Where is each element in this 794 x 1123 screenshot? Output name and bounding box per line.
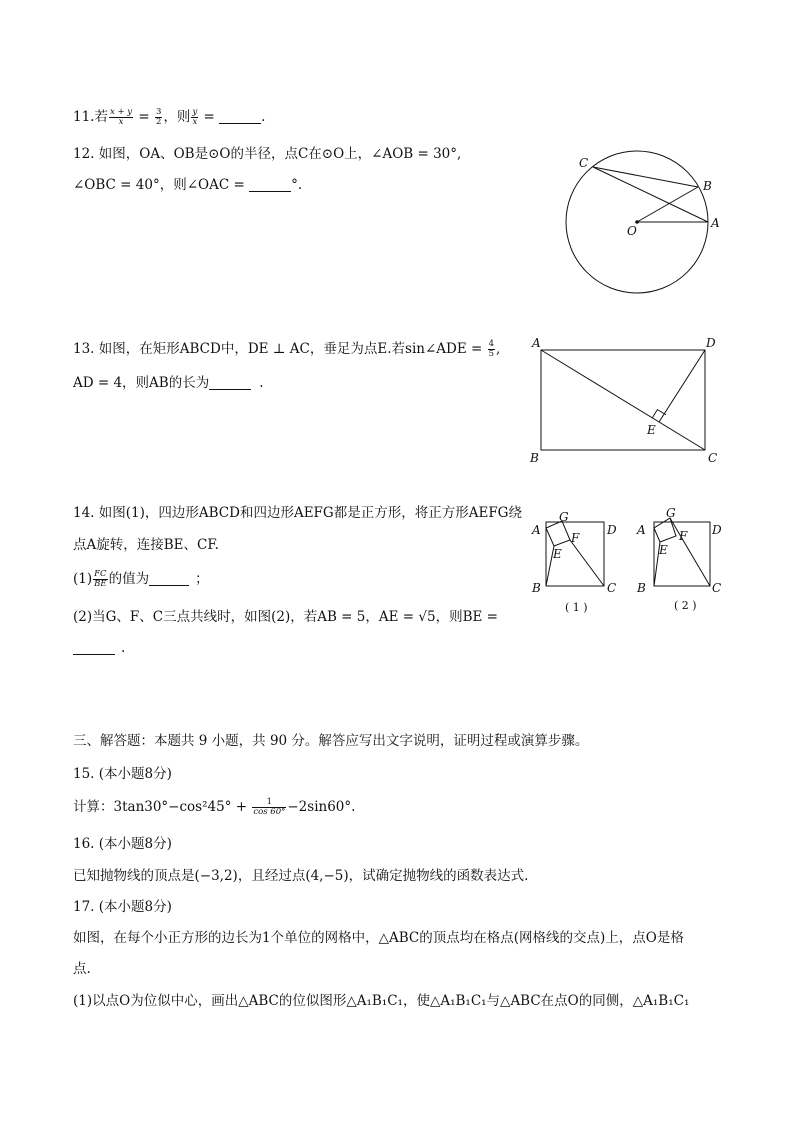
q14-frac-den: BE bbox=[94, 579, 107, 589]
q15-fraction bbox=[252, 798, 286, 817]
q13-line1-post: , bbox=[496, 341, 501, 357]
q11-fraction-1 bbox=[109, 108, 133, 127]
label-d: D bbox=[706, 336, 716, 350]
q11-end: . bbox=[261, 109, 266, 125]
label-b-2: B bbox=[637, 581, 646, 595]
label-e: E bbox=[553, 547, 562, 561]
q14-line-2: 点A旋转，连接BE、CF. bbox=[73, 537, 219, 553]
label-e-2: E bbox=[659, 543, 668, 557]
q13-line2-pre: AD = 4，则AB的长为 bbox=[73, 375, 210, 391]
q11-frac1-den: x bbox=[118, 117, 124, 127]
label-f-2: F bbox=[679, 529, 688, 543]
q13-frac-den: 5 bbox=[488, 349, 495, 359]
q17-line-1: 如图，在每个小正方形的边长为1个单位的网格中，△ABC的顶点均在格点(网格线的交点)上，点O是格 bbox=[73, 930, 684, 946]
label-g: G bbox=[559, 510, 569, 524]
label-d: D bbox=[607, 523, 617, 537]
q15-pre: 计算：3tan30°−cos²45° + bbox=[73, 799, 252, 815]
q13-fraction bbox=[488, 340, 495, 359]
q11-text-pre: 若 bbox=[94, 109, 108, 125]
q11-number: 11. bbox=[73, 109, 95, 125]
q12-line2-pre: ∠OBC = 40°，则∠OAC = bbox=[73, 177, 250, 193]
q14-line-3 bbox=[73, 569, 209, 589]
label-e: E bbox=[647, 423, 656, 437]
square-aefg bbox=[546, 521, 570, 546]
label-d-2: D bbox=[712, 523, 722, 537]
q15-body bbox=[73, 797, 355, 817]
q11-fraction-2 bbox=[155, 108, 162, 127]
q13-line-1 bbox=[73, 339, 500, 359]
caption-1: ( 1 ) bbox=[565, 601, 588, 614]
segment-cf bbox=[570, 540, 604, 586]
label-o: O bbox=[627, 224, 637, 238]
q12-line2-post: °. bbox=[291, 177, 303, 193]
q17-head: 17. (本小题8分) bbox=[73, 899, 172, 915]
label-c: C bbox=[607, 581, 617, 595]
q14-line-5 bbox=[73, 638, 125, 658]
label-c: C bbox=[708, 451, 718, 465]
section-3-heading: 三、解答题：本题共 9 小题，共 90 分。解答应写出文字说明，证明过程或演算步骤。 bbox=[73, 733, 589, 749]
q16-head: 16. (本小题8分) bbox=[73, 836, 172, 852]
q13-line-2 bbox=[73, 373, 264, 393]
q17-line-2: 点. bbox=[73, 961, 91, 977]
label-b: B bbox=[532, 581, 541, 595]
q11-eq1: = bbox=[134, 109, 155, 125]
q11-frac1-num: x + y bbox=[109, 107, 133, 117]
q14-figure-1 bbox=[528, 508, 628, 618]
q15-frac-num: 1 bbox=[252, 798, 286, 808]
q14-frac-num: FC bbox=[94, 569, 107, 579]
q14-line5-end: . bbox=[121, 640, 126, 656]
q11-eq2: = bbox=[199, 109, 220, 125]
q14-line3-end: ； bbox=[195, 571, 209, 587]
q14-fraction bbox=[93, 570, 107, 589]
label-c: C bbox=[579, 156, 589, 170]
q12-line-1: 12. 如图，OA、OB是⊙O的半径，点C在⊙O上，∠AOB = 30°, bbox=[73, 146, 462, 162]
q12-line-2 bbox=[73, 175, 302, 195]
diagonal-ac bbox=[541, 350, 705, 450]
q15-frac-den: cos 60° bbox=[253, 807, 286, 817]
q11-frac3-den: x bbox=[192, 117, 198, 127]
q15-head: 15. (本小题8分) bbox=[73, 766, 172, 782]
label-a: A bbox=[711, 216, 720, 230]
q11-frac2-num: 3 bbox=[156, 107, 162, 117]
segment-gc-2 bbox=[670, 518, 710, 586]
q14-line3-pre: (1) bbox=[73, 571, 93, 587]
right-angle-mark bbox=[652, 410, 666, 418]
q11-frac2-den: 2 bbox=[156, 117, 162, 127]
q14-figure-2 bbox=[632, 508, 742, 618]
q14-answer-blank-2[interactable] bbox=[73, 640, 115, 655]
label-a-2: A bbox=[637, 523, 646, 537]
q13-line1-pre: 13. 如图，在矩形ABCD中，DE ⊥ AC，垂足为点E.若sin∠ADE = bbox=[73, 341, 487, 357]
q13-frac-num: 4 bbox=[488, 339, 495, 349]
segment-de bbox=[659, 350, 705, 422]
q14-line-4: (2)当G、F、C三点共线时，如图(2)，若AB = 5，AE = √5，则BE = bbox=[73, 609, 498, 625]
q13-rectangle-figure bbox=[525, 335, 725, 470]
q14-line-1: 14. 如图(1)，四边形ABCD和四边形AEFG都是正方形，将正方形AEFG绕 bbox=[73, 505, 522, 521]
label-g-2: G bbox=[666, 506, 676, 520]
q16-body: 已知抛物线的顶点是(−3,2)，且经过点(4,−5)，试确定抛物线的函数表达式. bbox=[73, 868, 529, 884]
q11-fraction-3 bbox=[191, 108, 198, 127]
q14-line3-post: 的值为 bbox=[108, 571, 150, 587]
label-c-2: C bbox=[712, 581, 722, 595]
q11-text-mid: ，则 bbox=[163, 109, 191, 125]
label-b: B bbox=[530, 451, 539, 465]
q12-answer-blank[interactable] bbox=[249, 177, 291, 192]
q14-answer-blank-1[interactable] bbox=[149, 571, 189, 586]
label-f: F bbox=[571, 531, 580, 545]
q17-line-3: (1)以点O为位似中心，画出△ABC的位似图形△A₁B₁C₁，使△A₁B₁C₁与△ABC在点O的同侧，△A₁B₁C₁ bbox=[73, 993, 690, 1009]
q13-answer-blank[interactable] bbox=[209, 375, 251, 390]
q13-line2-post: . bbox=[259, 375, 264, 391]
q11-answer-blank[interactable] bbox=[219, 109, 261, 124]
segment-cb bbox=[593, 167, 698, 187]
label-b: B bbox=[703, 179, 712, 193]
q11-frac3-num: y bbox=[192, 107, 198, 117]
q15-post: −2sin60°. bbox=[287, 799, 356, 815]
label-a: A bbox=[532, 523, 541, 537]
q11-line bbox=[73, 107, 265, 127]
label-a: A bbox=[532, 336, 541, 350]
q12-circle-figure bbox=[555, 150, 735, 300]
caption-2: ( 2 ) bbox=[674, 599, 697, 612]
